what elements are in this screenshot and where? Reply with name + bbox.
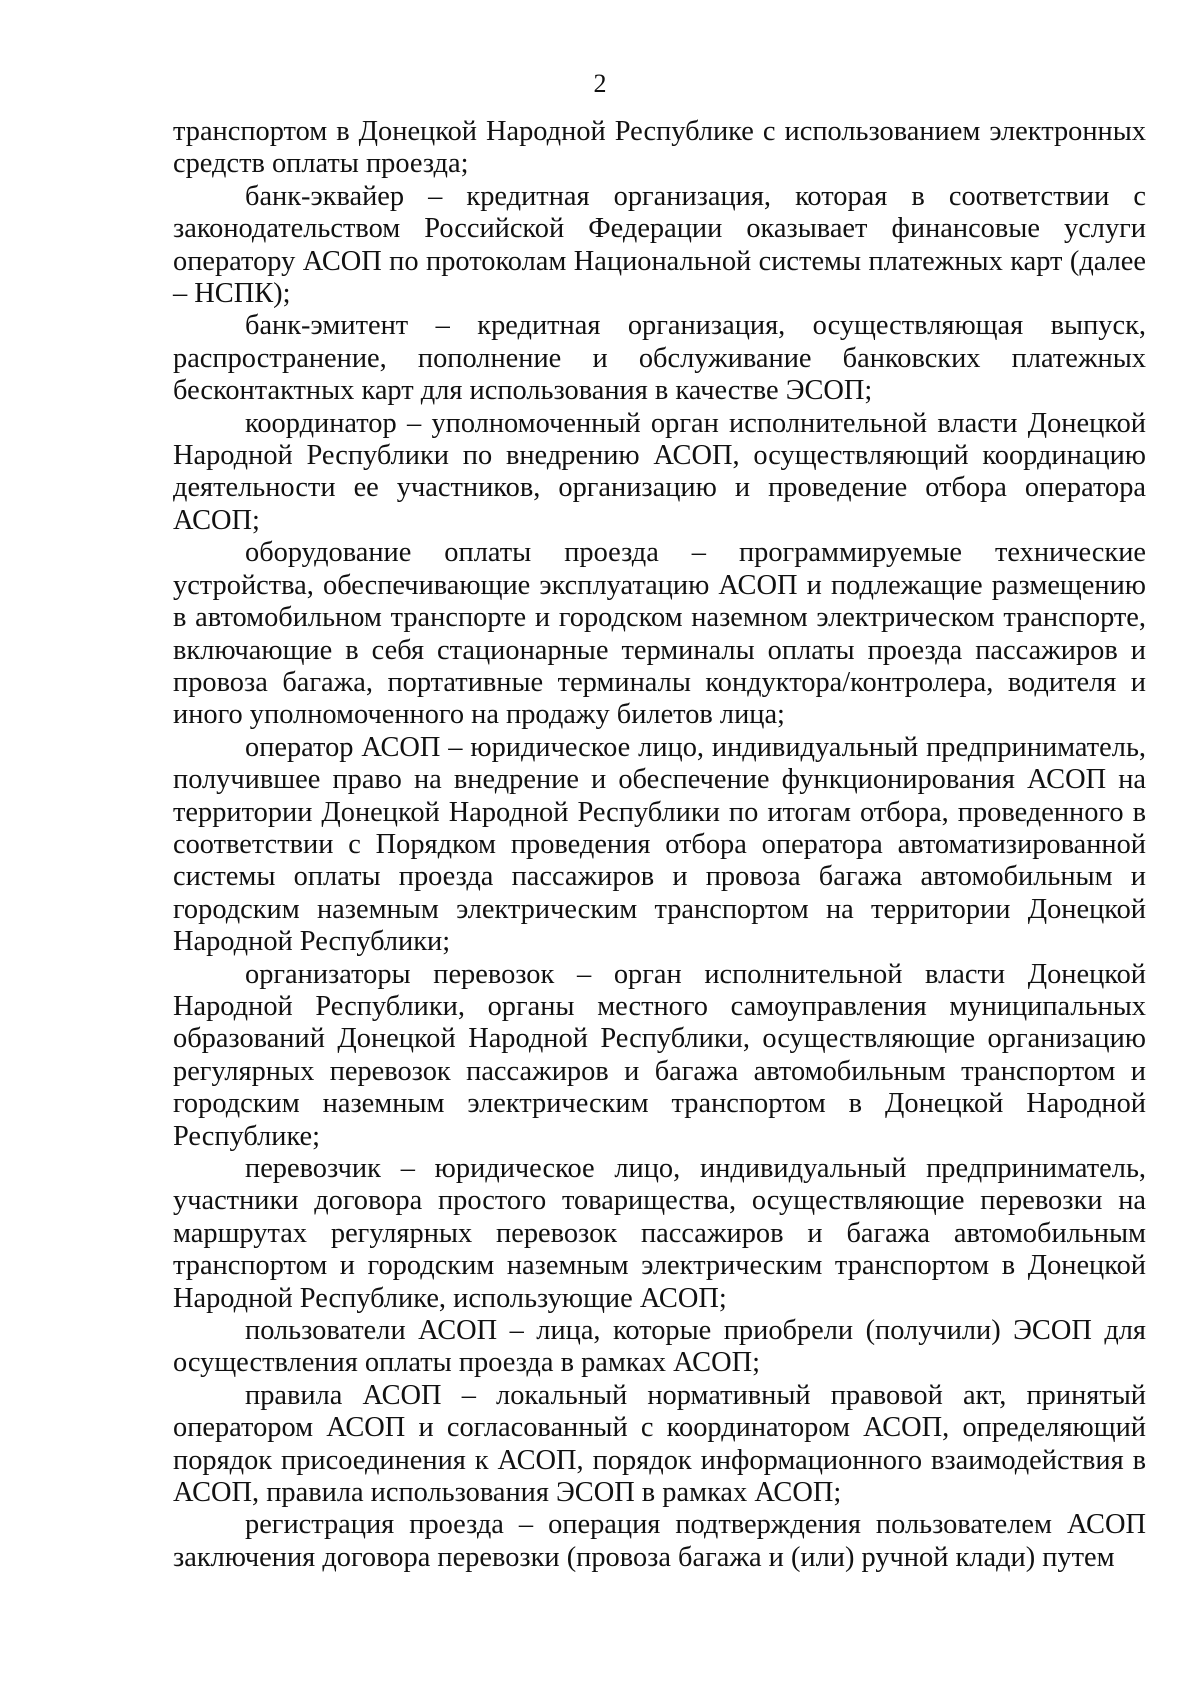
paragraph-carrier: перевозчик – юридическое лицо, индивидуальный предприниматель, участники договора простого товарищества, осуществляющие перевозки на маршрутах регулярных перевозок пассажиров и багажа автомобильным транспортом и городским наземным электрическим транспортом в Донецкой Народной Республике, использующие АСОП; [173, 1153, 1146, 1314]
body-text [173, 116, 1146, 1574]
paragraph-asop-rules: правила АСОП – локальный нормативный правовой акт, принятый оператором АСОП и согласованный с координатором АСОП, определяющий порядок присоединения к АСОП, порядок информационного взаимодействия в АСОП, правила использования ЭСОП в рамках АСОП; [173, 1379, 1146, 1509]
paragraph-transport-organizers: организаторы перевозок – орган исполнительной власти Донецкой Народной Республики, органы местного самоуправления муниципальных образований Донецкой Народной Республики, осуществляющие организацию регулярных перевозок пассажиров и багажа автомобильным транспортом и городским наземным электрическим транспортом в Донецкой Народной Республике; [173, 958, 1146, 1152]
paragraph-fare-equipment: оборудование оплаты проезда – программируемые технические устройства, обеспечивающие эксплуатацию АСОП и подлежащие размещению в автомобильном транспорте и городском наземном электрическом транспорте, включающие в себя стационарные терминалы оплаты проезда пассажиров и провоза багажа, портативные терминалы кондуктора/контролера, водителя и иного уполномоченного на продажу билетов лица; [173, 537, 1146, 731]
paragraph-asop-users: пользователи АСОП – лица, которые приобрели (получили) ЭСОП для осуществления оплаты проезда в рамках АСОП; [173, 1315, 1146, 1379]
paragraph-continuation: транспортом в Донецкой Народной Республике с использованием электронных средств оплаты проезда; [173, 116, 1146, 180]
paragraph-trip-registration: регистрация проезда – операция подтверждения пользователем АСОП заключения договора перевозки (провоза багажа и (или) ручной клади) путем [173, 1509, 1146, 1573]
page-number: 2 [593, 69, 607, 98]
paragraph-coordinator: координатор – уполномоченный орган исполнительной власти Донецкой Народной Республики по внедрению АСОП, осуществляющий координацию деятельности ее участников, организацию и проведение отбора оператора АСОП; [173, 407, 1146, 536]
paragraph-bank-acquirer: банк-эквайер – кредитная организация, которая в соответствии с законодательством Российской Федерации оказывает финансовые услуги оператору АСОП по протоколам Национальной системы платежных карт (далее – НСПК); [173, 180, 1146, 310]
paragraph-bank-issuer: банк-эмитент – кредитная организация, осуществляющая выпуск, распространение, пополнение и обслуживание банковских платежных бесконтактных карт для использования в качестве ЭСОП; [173, 310, 1146, 407]
paragraph-asop-operator: оператор АСОП – юридическое лицо, индивидуальный предприниматель, получившее право на внедрение и обеспечение функционирования АСОП на территории Донецкой Народной Республики по итогам отбора, проведенного в соответствии с Порядком проведения отбора оператора автоматизированной системы оплаты проезда пассажиров и провоза багажа автомобильным и городским наземным электрическим транспортом на территории Донецкой Народной Республики; [173, 731, 1146, 958]
